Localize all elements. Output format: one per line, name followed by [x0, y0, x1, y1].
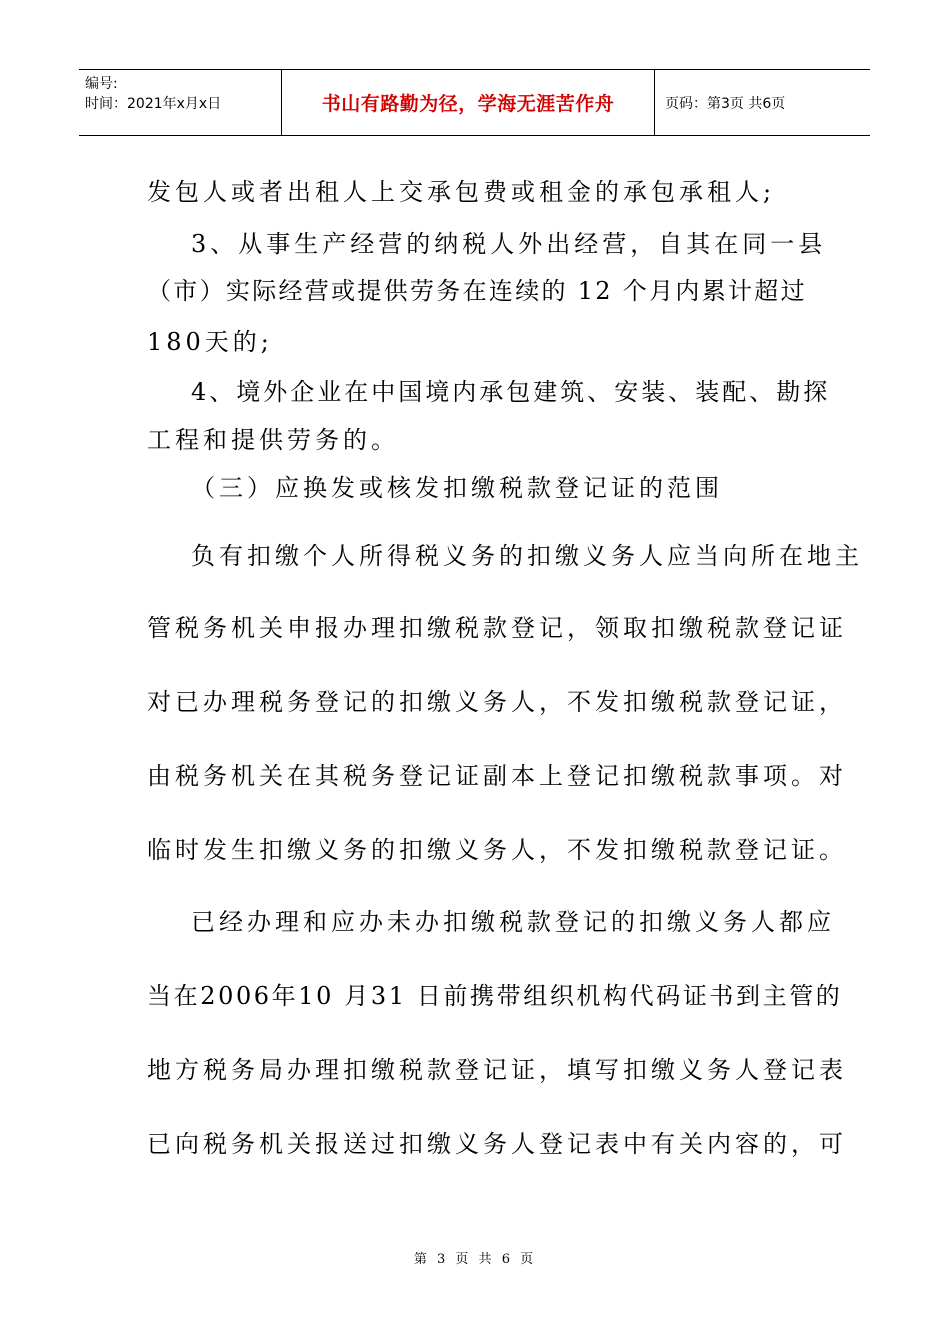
text-line: 当在2006年10 月31 日前携带组织机构代码证书到主管的	[147, 982, 843, 1010]
text-line: 已经办理和应办未办扣缴税款登记的扣缴义务人都应	[191, 908, 835, 936]
text-line: 地方税务局办理扣缴税款登记证，填写扣缴义务人登记表	[147, 1056, 847, 1084]
document-number-label: 编号:	[85, 76, 118, 92]
text-line: 工程和提供劳务的。	[147, 426, 399, 454]
header-motto: 书山有路勤为径，学海无涯苦作舟	[321, 93, 615, 115]
text-line: 3、从事生产经营的纳税人外出经营，自其在同一县	[191, 230, 827, 258]
text-line: 对已办理税务登记的扣缴义务人，不发扣缴税款登记证，	[147, 688, 847, 716]
text-line: 负有扣缴个人所得税义务的扣缴义务人应当向所在地主	[191, 542, 863, 570]
section-heading: （三）应换发或核发扣缴税款登记证的范围	[191, 474, 723, 502]
header-page-cell	[655, 70, 870, 135]
text-line: 4、境外企业在中国境内承包建筑、安装、装配、勘探	[191, 378, 831, 406]
text-line: 临时发生扣缴义务的扣缴义务人，不发扣缴税款登记证。	[147, 836, 847, 864]
text-line: 管税务机关申报办理扣缴税款登记，领取扣缴税款登记证	[147, 614, 847, 642]
document-time-label: 时间：2021年x月x日	[85, 96, 222, 112]
text-line: 已向税务机关报送过扣缴义务人登记表中有关内容的，可	[147, 1130, 847, 1158]
page-footer: 第 3 页 共 6 页	[413, 1252, 537, 1267]
text-line: 发包人或者出租人上交承包费或租金的承包承租人;	[147, 178, 776, 206]
header-page-info: 页码：第3页 共6页	[665, 95, 786, 112]
page-header	[79, 69, 870, 136]
header-motto-cell	[282, 70, 655, 135]
text-line: 由税务机关在其税务登记证副本上登记扣缴税款事项。对	[147, 762, 847, 790]
header-meta	[79, 70, 282, 135]
text-line: （市）实际经营或提供劳务在连续的 12 个月内累计超过	[147, 277, 807, 305]
text-line: 180天的;	[147, 328, 273, 356]
